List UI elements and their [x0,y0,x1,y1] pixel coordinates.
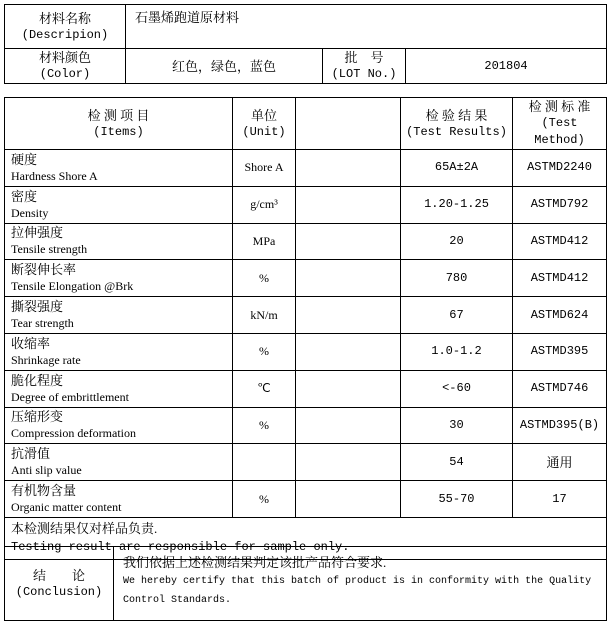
conclusion-text-cell [114,547,607,621]
header-items-en: (Items) [93,124,144,139]
blank-cell [296,444,401,481]
item-name-en: Tear strength [11,316,74,331]
item-cell [5,150,233,187]
test-results-table [4,97,607,560]
header-results-en: (Test Results) [406,124,507,139]
table-row-shrinkage [5,333,607,370]
result-cell: 1.20-1.25 [401,186,513,223]
blank-cell [296,150,401,187]
item-cell [5,260,233,297]
header-method-en: (Test Method) [534,116,585,147]
method-cell: 17 [513,481,607,518]
result-cell: 30 [401,407,513,444]
header-items-cn: 检 测 项 目 [87,107,150,123]
sample-note-en: Testing result are responsible for sample only. [11,540,350,555]
unit-cell: % [233,481,296,518]
header-method-cn: 检 测 标 准 [528,99,591,114]
sample-note-cn: 本检测结果仅对样品负责. [11,521,158,537]
blank-cell [296,333,401,370]
item-name-en: Tensile strength [11,242,88,257]
item-name-cn: 密度 [11,188,38,204]
table-row-embrittlement [5,370,607,407]
lot-label-en: (LOT No.) [331,67,397,81]
result-cell: 1.0-1.2 [401,333,513,370]
item-name-en: Density [11,205,49,220]
method-cell: ASTMD412 [513,223,607,260]
item-name-cn: 脆化程度 [11,372,64,388]
header-results-cn: 检 验 结 果 [425,107,488,123]
material-color-value: 红色，绿色，蓝色 [171,58,276,74]
unit-cell: % [233,333,296,370]
item-cell [5,223,233,260]
lot-label-cell [323,49,406,84]
item-name-cn: 收缩率 [11,335,51,351]
item-name-en: Organic matter content [11,500,122,515]
method-cell: ASTMD395(B) [513,407,607,444]
material-color-value-cell [126,49,323,84]
blank-cell [296,407,401,444]
blank-cell [296,481,401,518]
result-cell: <-60 [401,370,513,407]
test-table-header-row [5,98,607,150]
conclusion-row [5,547,607,621]
item-name-cn: 撕裂强度 [11,299,64,315]
table-row-anti-slip [5,444,607,481]
item-cell [5,407,233,444]
method-cell: ASTMD746 [513,370,607,407]
unit-cell: g/cm³ [233,186,296,223]
blank-cell [296,260,401,297]
blank-cell [296,297,401,334]
material-name-value: 石墨烯跑道原材料 [135,10,240,25]
material-color-row [5,49,607,84]
material-name-label-en: (Descripion) [21,27,109,42]
header-method-cell [513,98,607,150]
item-cell [5,333,233,370]
table-row-compression [5,407,607,444]
result-cell: 54 [401,444,513,481]
conclusion-statement-en-line1: We hereby certify that this batch of product is in conformity with the Quality [123,576,592,587]
item-name-en: Tensile Elongation @Brk [11,279,134,294]
lot-value: 201804 [484,58,528,73]
result-cell: 67 [401,297,513,334]
item-name-en: Shrinkage rate [11,352,81,367]
item-name-en: Degree of embrittlement [11,389,129,404]
conclusion-statement-cn: 我们依据上述检测结果判定该批产品符合要求. [123,555,387,570]
table-row-organic-content [5,481,607,518]
header-items-cell [5,98,233,150]
item-cell [5,481,233,518]
item-cell [5,297,233,334]
unit-cell: MPa [233,223,296,260]
header-unit-cn: 单位 [250,107,277,123]
unit-cell: % [233,260,296,297]
header-blank-cell [296,98,401,150]
item-cell [5,186,233,223]
conclusion-table [4,546,607,621]
lot-value-cell [406,49,607,84]
table-row-hardness [5,150,607,187]
material-name-row [5,5,607,49]
table-row-tear-strength [5,297,607,334]
method-cell: ASTMD624 [513,297,607,334]
item-name-cn: 拉伸强度 [11,225,64,241]
method-cell: ASTMD395 [513,333,607,370]
table-row-elongation [5,260,607,297]
result-cell: 780 [401,260,513,297]
unit-cell: Shore A [233,150,296,187]
method-cell: ASTMD792 [513,186,607,223]
header-unit-cell [233,98,296,150]
blank-cell [296,223,401,260]
conclusion-statement-en-line2: Control Standards. [123,595,232,606]
method-cell: 通用 [513,444,607,481]
unit-cell: kN/m [233,297,296,334]
item-name-en: Anti slip value [11,463,82,478]
header-unit-en: (Unit) [242,124,286,139]
material-name-label-cn: 材料名称 [38,10,91,26]
result-cell: 20 [401,223,513,260]
result-cell: 65A±2A [401,150,513,187]
item-name-cn: 抗滑值 [11,446,51,462]
material-color-label-en: (Color) [39,67,91,81]
unit-cell: % [233,407,296,444]
method-cell: ASTMD2240 [513,150,607,187]
item-name-en: Compression deformation [11,426,136,441]
material-name-label-cell [5,5,126,49]
unit-cell [233,444,296,481]
item-name-en: Hardness Shore A [11,168,98,183]
item-cell [5,444,233,481]
material-color-label-cn: 材料颜色 [38,50,91,65]
item-name-cn: 硬度 [11,151,38,167]
item-name-cn: 压缩形变 [11,409,64,425]
item-cell [5,370,233,407]
material-name-value-cell [126,5,607,49]
item-name-cn: 有机物含量 [11,483,77,499]
result-cell: 55-70 [401,481,513,518]
conclusion-label-en: (Conclusion) [15,584,103,599]
lot-label-cn: 批 号 [344,50,384,65]
conclusion-label-cn: 结 论 [32,567,85,583]
unit-cell: ℃ [233,370,296,407]
conclusion-label-cell [5,547,114,621]
table-row-density [5,186,607,223]
blank-cell [296,370,401,407]
table-row-tensile-strength [5,223,607,260]
material-color-label-cell [5,49,126,84]
item-name-cn: 断裂伸长率 [11,262,77,278]
material-info-table [4,4,607,84]
blank-cell [296,186,401,223]
header-results-cell [401,98,513,150]
method-cell: ASTMD412 [513,260,607,297]
